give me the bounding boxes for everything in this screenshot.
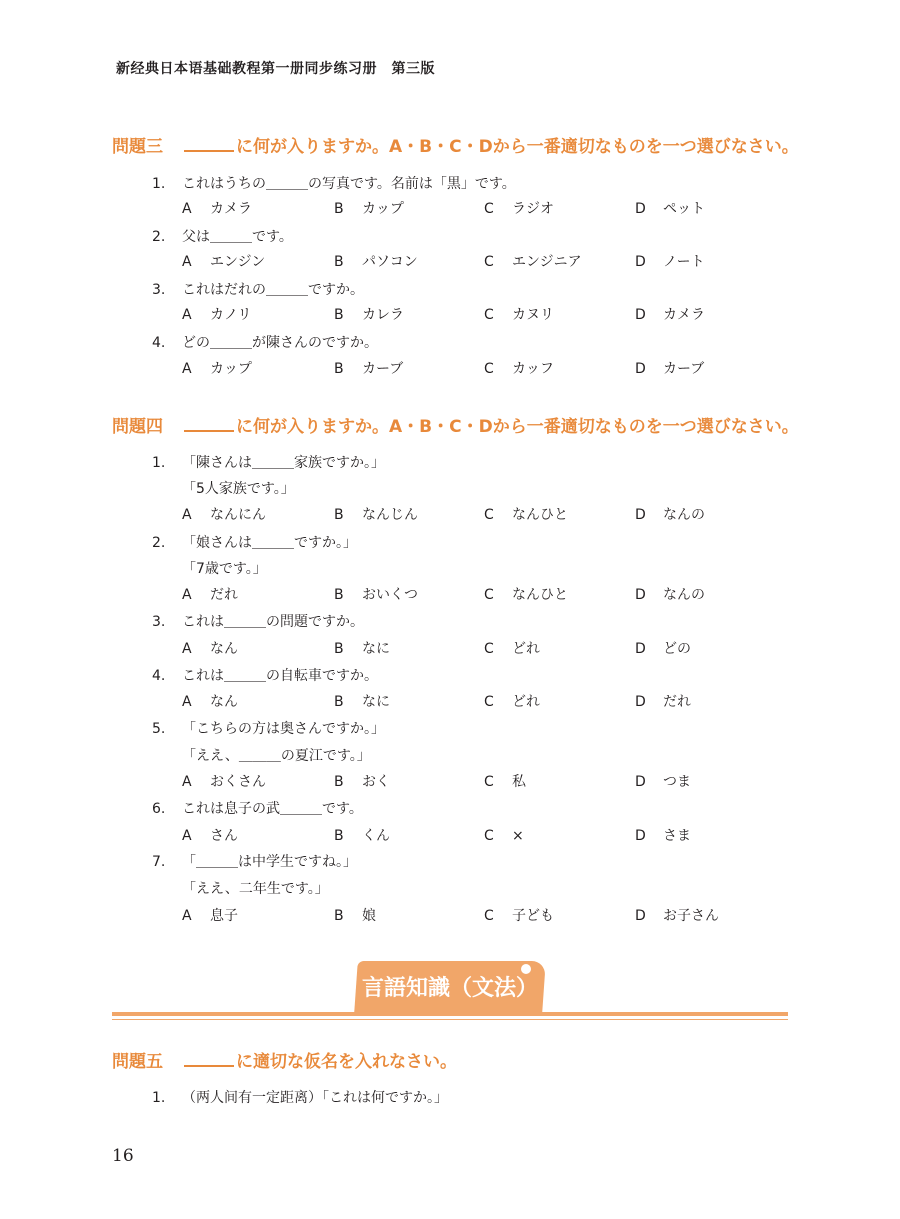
p4-q7-reply: 「ええ、二年生です。」 (182, 881, 329, 897)
option-a: A だれ (182, 587, 238, 603)
question-number: 2. (152, 229, 166, 245)
problem-5-number: 問題五 (112, 1052, 163, 1072)
question-text: 「＿＿＿は中学生ですね。」 (182, 854, 357, 870)
problem-3-instruction: に何が入りますか。A・B・C・Dから一番適切なものを一つ選びなさい。 (236, 137, 799, 157)
p4-q2-options (182, 584, 742, 606)
p4-q4 (152, 665, 378, 687)
question-text: 「娘さんは＿＿＿ですか。」 (182, 535, 357, 551)
question-text: 父は＿＿＿です。 (182, 229, 293, 245)
question-number: 2. (152, 535, 166, 551)
option-d: D なんの (635, 587, 705, 603)
problem-5-heading (112, 1047, 457, 1072)
option-c: C 子ども (484, 908, 554, 924)
question-number: 3. (152, 282, 166, 298)
option-a: A なんにん (182, 507, 266, 523)
p3-q4 (152, 332, 378, 354)
question-number: 6. (152, 801, 166, 817)
option-b: B なに (334, 694, 390, 710)
problem-3-number: 問題三 (112, 137, 163, 157)
p3-q1 (152, 173, 516, 195)
question-text: これはうちの＿＿＿の写真です。名前は「黒」です。 (182, 176, 516, 192)
p4-q3-options (182, 638, 742, 660)
problem-4-number: 問題四 (112, 417, 163, 437)
p3-q1-options (182, 198, 742, 220)
question-number: 7. (152, 854, 166, 870)
option-d: D だれ (635, 694, 691, 710)
p4-q4-options (182, 691, 742, 713)
p5-q1 (152, 1087, 448, 1109)
p4-q5-options (182, 771, 742, 793)
option-b: B パソコン (334, 254, 418, 270)
question-number: 1. (152, 1090, 166, 1106)
p4-q1-reply: 「5人家族です。」 (182, 481, 295, 497)
option-d: D ペット (635, 201, 705, 217)
option-c: C 私 (484, 774, 526, 790)
question-text: これは＿＿＿の自転車ですか。 (182, 668, 378, 684)
option-c: C カヌリ (484, 307, 554, 323)
option-c: C どれ (484, 694, 540, 710)
p4-q1-options (182, 504, 742, 526)
question-number: 5. (152, 721, 166, 737)
section-rule-thin (112, 1019, 788, 1020)
question-text: 「こちらの方は奥さんですか。」 (182, 721, 385, 737)
option-b: B 娘 (334, 908, 376, 924)
question-text: どの＿＿＿が陳さんのですか。 (182, 335, 378, 351)
option-d: D カメラ (635, 307, 705, 323)
option-a: A さん (182, 828, 238, 844)
question-number: 1. (152, 176, 166, 192)
option-a: A なん (182, 641, 238, 657)
option-d: D カーブ (635, 361, 705, 377)
p4-q2 (152, 532, 357, 554)
p4-q7-options (182, 905, 742, 927)
p3-q3 (152, 279, 364, 301)
p4-q6 (152, 798, 363, 820)
option-b: B おく (334, 774, 390, 790)
option-d: D ノート (635, 254, 705, 270)
option-b: B おいくつ (334, 587, 418, 603)
option-a: A なん (182, 694, 238, 710)
p4-q7 (152, 851, 357, 873)
p3-q3-options (182, 304, 742, 326)
question-number: 3. (152, 614, 166, 630)
question-text: 「陳さんは＿＿＿家族ですか。」 (182, 455, 385, 471)
question-text: これは＿＿＿の問題ですか。 (182, 614, 364, 630)
option-a: A カップ (182, 361, 252, 377)
p4-q5 (152, 718, 385, 740)
option-a: A カメラ (182, 201, 252, 217)
p3-q2-options (182, 251, 742, 273)
option-b: B くん (334, 828, 390, 844)
option-c: C カッフ (484, 361, 554, 377)
option-a: A エンジン (182, 254, 266, 270)
p3-q4-options (182, 358, 742, 380)
problem-5-instruction: に適切な仮名を入れなさい。 (236, 1052, 457, 1072)
problem-3-heading (112, 132, 799, 157)
option-a: A カノリ (182, 307, 252, 323)
question-number: 4. (152, 668, 166, 684)
question-text: これは息子の武＿＿＿です。 (182, 801, 363, 817)
running-header: 新经典日本语基础教程第一册同步练习册 第三版 (116, 61, 435, 77)
p4-q1 (152, 452, 385, 474)
question-number: 1. (152, 455, 166, 471)
section-rule (112, 1012, 788, 1016)
option-d: D なんの (635, 507, 705, 523)
blank-line (184, 1051, 234, 1067)
option-b: B カップ (334, 201, 404, 217)
option-c: C エンジニア (484, 254, 582, 270)
blank-line (184, 416, 234, 432)
option-c: C × (484, 828, 524, 844)
option-a: A おくさん (182, 774, 266, 790)
question-number: 4. (152, 335, 166, 351)
page-number: 16 (112, 1146, 134, 1166)
option-b: B カーブ (334, 361, 404, 377)
option-a: A 息子 (182, 908, 238, 924)
option-c: C ラジオ (484, 201, 554, 217)
p4-q6-options (182, 825, 742, 847)
section-title: 言語知識（文法） (361, 976, 538, 1001)
option-d: D どの (635, 641, 691, 657)
problem-4-instruction: に何が入りますか。A・B・C・Dから一番適切なものを一つ選びなさい。 (236, 417, 799, 437)
p3-q2 (152, 226, 293, 248)
option-d: D さま (635, 828, 691, 844)
p4-q2-reply: 「7歳です。」 (182, 561, 267, 577)
p4-q3 (152, 611, 364, 633)
option-b: B なんじん (334, 507, 418, 523)
blank-line (184, 136, 234, 152)
option-c: C なんひと (484, 587, 568, 603)
option-d: D つま (635, 774, 691, 790)
problem-4-heading (112, 412, 799, 437)
option-c: C どれ (484, 641, 540, 657)
question-text: （两人间有一定距离）「これは何ですか。」 (182, 1090, 448, 1106)
option-c: C なんひと (484, 507, 568, 523)
question-text: これはだれの＿＿＿ですか。 (182, 282, 364, 298)
option-b: B なに (334, 641, 390, 657)
p4-q5-reply: 「ええ、＿＿＿の夏江です。」 (182, 748, 371, 764)
option-d: D お子さん (635, 908, 719, 924)
option-b: B カレラ (334, 307, 404, 323)
